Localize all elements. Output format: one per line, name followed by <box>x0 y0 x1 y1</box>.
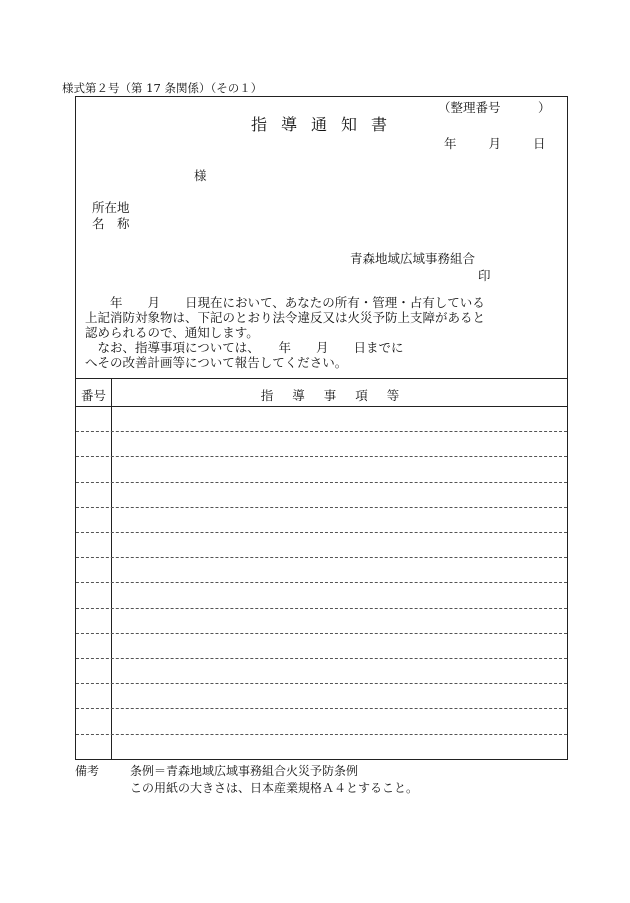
seal-mark: 印 <box>478 268 491 283</box>
form-number-label: 様式第２号（第 17 条関係）（その１） <box>62 81 263 95</box>
table-row-separator <box>76 658 567 659</box>
table-row-separator <box>76 482 567 483</box>
table-column-divider <box>111 378 112 759</box>
issuing-organization: 青森地域広域事務組合 <box>350 251 476 266</box>
column-header-number: 番号 <box>80 388 106 403</box>
table-row-separator <box>76 708 567 709</box>
date-day-label: 日 <box>533 136 546 151</box>
table-row-separator <box>76 431 567 432</box>
table-row-separator <box>76 582 567 583</box>
name-label: 名 称 <box>92 216 130 231</box>
date-month-label: 月 <box>488 136 502 151</box>
notice-body <box>85 295 485 370</box>
issue-date-field <box>444 134 546 152</box>
body-line: なお、指導事項については、 年 月 日までに <box>85 340 404 355</box>
table-row-separator <box>76 683 567 684</box>
table-top-border <box>76 378 567 379</box>
table-row-separator <box>76 608 567 609</box>
column-header-item: 指導事項等 <box>260 388 419 403</box>
body-line: 上記消防対象物は、下記のとおり法令違反又は火災予防上支障があると <box>85 310 486 325</box>
remarks-block <box>75 763 418 797</box>
body-line: へその改善計画等について報告してください。 <box>85 355 348 370</box>
addressee-honorific: 様 <box>194 168 207 183</box>
table-row-separator <box>76 633 567 634</box>
table-row-separator <box>76 734 567 735</box>
table-row-separator <box>76 456 567 457</box>
table-row-separator <box>76 532 567 533</box>
remarks-label: 備考 <box>75 764 100 778</box>
serial-number-field: （整理番号 ） <box>438 100 551 115</box>
location-label: 所在地 <box>92 200 130 215</box>
table-header-border <box>76 406 567 407</box>
remarks-line: この用紙の大きさは、日本産業規格Ａ４とすること。 <box>130 781 419 795</box>
table-row-separator <box>76 507 567 508</box>
body-line: 認められるので、通知します。 <box>85 325 259 340</box>
table-row-separator <box>76 557 567 558</box>
document-title: 指導通知書 <box>250 115 401 134</box>
date-year-label: 年 <box>444 136 457 151</box>
target-info-block <box>92 200 130 232</box>
notice-form-frame <box>75 96 568 760</box>
remarks-line: 条例＝青森地域広域事務組合火災予防条例 <box>130 764 359 778</box>
body-line: 年 月 日現在において、あなたの所有・管理・占有している <box>85 295 485 310</box>
